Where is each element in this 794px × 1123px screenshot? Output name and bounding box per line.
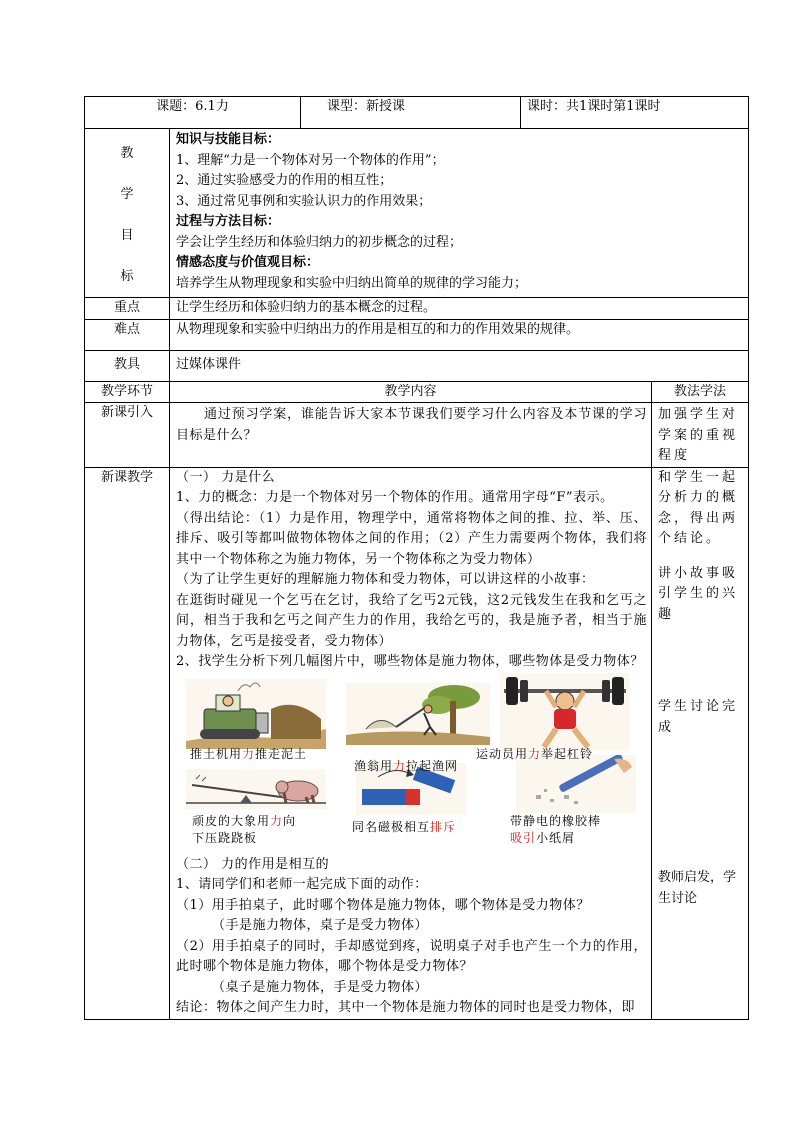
teaching-stage: 新课教学 <box>85 467 170 1019</box>
fisherman-image <box>346 683 490 745</box>
type-cell: 课型：新授课 <box>301 97 521 129</box>
objective-line: 培养学生从物理现象和实验中归纳出简单的规律的学习能力； <box>176 275 528 291</box>
objective-line: 2、通过实验感受力的作用的相互性； <box>176 173 393 188</box>
objective-line: 情感态度与价值观目标： <box>176 255 320 270</box>
objective-lines <box>176 130 744 294</box>
intro-method: 加强学生对学案的重视程度 <box>652 403 749 468</box>
objective-line: 学会让学生经历和体验归纳力的初步概念的过程； <box>176 234 463 250</box>
conclusion-paragraph: （得出结论：（1）力是作用，物理学中，通常将物体之间的推、拉、举、压、排斥、吸引等都叫做物体物体之间的作用；（2）产生力需要两个物体，我们将其中一个物体称之为施力物体，另一个物体称之为受力物体） <box>176 510 647 567</box>
tools-label: 教具 <box>85 350 170 381</box>
method-note-1: 和学生一起分析力的概念，得出两个结论。 <box>658 469 739 546</box>
header-row <box>85 97 749 129</box>
caption-magnets: 同名磁极相互排斥 <box>352 819 457 834</box>
method-column-header: 教法学法 <box>652 381 749 403</box>
section-heading-what-is-force: （一） 力是什么 <box>176 469 276 485</box>
tools-text: 过媒体课件 <box>170 350 749 381</box>
objective-line: 1、理解“力是一个物体对另一个物体的作用”； <box>176 152 445 168</box>
method-note-3: 学生讨论完成 <box>658 699 739 735</box>
topic-cell: 课题：6.1力 <box>85 97 301 129</box>
method-note-4: 教师启发，学生讨论 <box>658 870 737 906</box>
elephant-seesaw-image <box>186 769 326 809</box>
question-1: （1）用手拍桌子，此时哪个物体是施力物体，哪个物体是受力物体？ <box>176 897 590 913</box>
section-heading-mutual-force: （二） 力的作用是相互的 <box>176 856 330 872</box>
stage-column-header: 教学环节 <box>85 381 170 403</box>
answer-1: （手是施力物体，桌子是受力物体） <box>212 918 429 933</box>
caption-elephant: 顽皮的大象用力向 下压跷跷板 <box>192 813 297 845</box>
teaching-content <box>170 467 652 1019</box>
caption-weightlifter: 运动员用力举起杠铃 <box>476 746 594 761</box>
question-2: （2）用手拍桌子的同时，手却感觉到疼，说明桌子对手也产生一个力的作用，此时哪个物体是施力物体，哪个物体是受力物体？ <box>176 938 647 974</box>
objective-line: 过程与方法目标： <box>176 214 281 229</box>
intro-stage: 新课引入 <box>85 403 170 468</box>
picture-question: 2、找学生分析下列几幅图片中，哪些物体是施力物体，哪些物体是受力物体？ <box>176 654 644 669</box>
tools-row <box>85 350 749 381</box>
teaching-method <box>652 467 749 1019</box>
column-header-row <box>85 381 749 403</box>
lesson-plan-table <box>84 96 749 1020</box>
answer-2: （桌子是施力物体，手是受力物体） <box>212 979 429 995</box>
intro-row <box>85 403 749 468</box>
key-point-label: 重点 <box>85 298 170 320</box>
content-column-header: 教学内容 <box>170 381 652 403</box>
key-point-text: 让学生经历和体验归纳力的基本概念的过程。 <box>170 298 749 320</box>
objectives-content <box>170 129 749 298</box>
caption-bulldozer: 推土机用力推走泥土 <box>190 746 308 761</box>
caption-fisherman: 渔翁用力拉起渔网 <box>354 758 459 773</box>
caption-charged-rod: 带静电的橡胶棒 吸引小纸屑 <box>510 813 602 845</box>
weightlifter-image <box>500 673 630 751</box>
bulldozer-image <box>186 679 326 749</box>
mutual-force-conclusion: 结论：物体之间产生力时，其中一个物体是施力物体的同时也是受力物体，即 <box>176 1000 636 1015</box>
objective-line: 3、通过常见事例和实验认识力的作用效果； <box>176 193 432 209</box>
objective-line: 知识与技能目标： <box>176 132 281 147</box>
key-point-row <box>85 298 749 320</box>
story-intro: （为了让学生更好的理解施力物体和受力物体，可以讲这样的小故事： <box>176 572 595 587</box>
objectives-row <box>85 129 749 298</box>
activity-instruction: 1、请同学们和老师一起完成下面的动作： <box>176 877 428 892</box>
difficulty-text: 从物理现象和实验中归纳出力的作用是相互的和力的作用效果的规律。 <box>170 319 749 350</box>
story-text: 在逛街时碰见一个乞丐在乞讨，我给了乞丐2元钱，这2元钱发生在我和乞丐之间，相当于我和乞丐之间产生力的作用，我给乞丐的，我是施予者，相当于施力物体，乞丐是接受者，受力物体） <box>176 592 647 649</box>
force-definition: 1、力的概念：力是一个物体对另一个物体的作用。通常用字母“F”表示。 <box>176 490 614 505</box>
picture-grid <box>176 673 647 855</box>
difficulty-label: 难点 <box>85 319 170 350</box>
method-note-2: 讲小故事吸引学生的兴趣 <box>658 565 739 622</box>
teaching-row <box>85 467 749 1019</box>
objectives-label: 教 学 目 标 <box>85 129 170 298</box>
intro-content: 通过预习学案，谁能告诉大家本节课我们要学习什么内容及本节课的学习目标是什么？ <box>170 403 652 468</box>
difficulty-row <box>85 319 749 350</box>
hours-cell: 课时：共1课时第1课时 <box>521 97 749 129</box>
